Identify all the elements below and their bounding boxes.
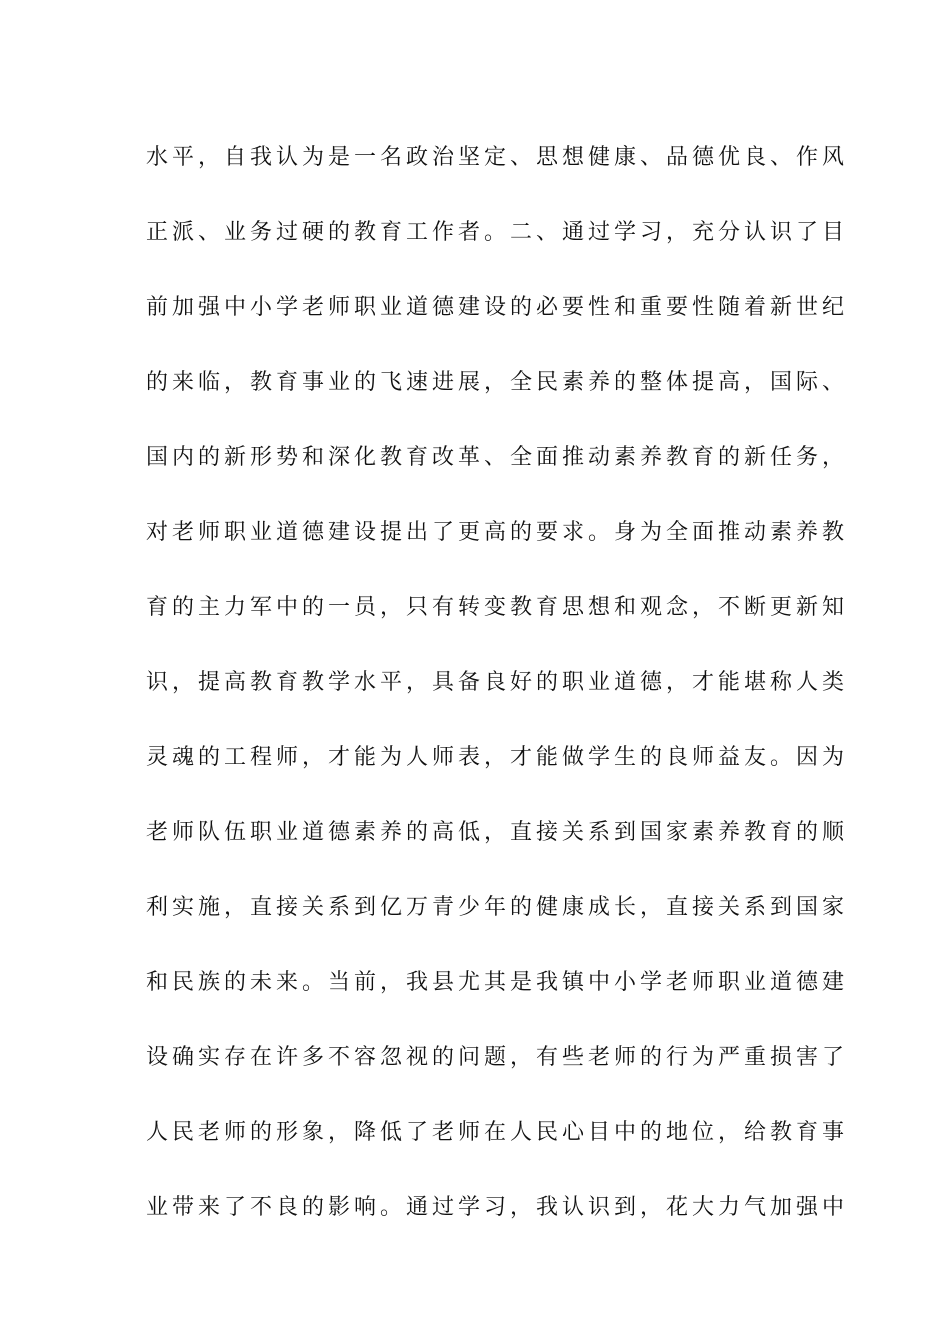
- text-line-6: 对老师职业道德建设提出了更高的要求。身为全面推动素养教: [146, 520, 849, 545]
- text-line-15: 业带来了不良的影响。通过学习，我认识到，花大力气加强中: [146, 1195, 849, 1220]
- text-line-2: 正派、业务过硬的教育工作者。二、通过学习，充分认识了目: [146, 220, 849, 245]
- text-line-14: 人民老师的形象，降低了老师在人民心目中的地位，给教育事: [146, 1120, 849, 1145]
- text-line-11: 利实施，直接关系到亿万青少年的健康成长，直接关系到国家: [146, 895, 849, 920]
- text-line-8: 识，提高教育教学水平，具备良好的职业道德，才能堪称人类: [146, 670, 849, 695]
- text-line-7: 育的主力军中的一员，只有转变教育思想和观念，不断更新知: [146, 595, 849, 620]
- text-line-10: 老师队伍职业道德素养的高低，直接关系到国家素养教育的顺: [146, 820, 849, 845]
- text-line-3: 前加强中小学老师职业道德建设的必要性和重要性随着新世纪: [146, 295, 849, 320]
- text-line-12: 和民族的未来。当前，我县尤其是我镇中小学老师职业道德建: [146, 970, 849, 995]
- text-line-9: 灵魂的工程师，才能为人师表，才能做学生的良师益友。因为: [146, 745, 849, 770]
- text-line-4: 的来临，教育事业的飞速进展，全民素养的整体提高，国际、: [146, 370, 849, 395]
- text-line-5: 国内的新形势和深化教育改革、全面推动素养教育的新任务，: [146, 445, 849, 470]
- text-line-13: 设确实存在许多不容忽视的问题，有些老师的行为严重损害了: [146, 1045, 849, 1070]
- body-text: [146, 128, 849, 1253]
- text-line-1: 水平，自我认为是一名政治坚定、思想健康、品德优良、作风: [146, 145, 849, 170]
